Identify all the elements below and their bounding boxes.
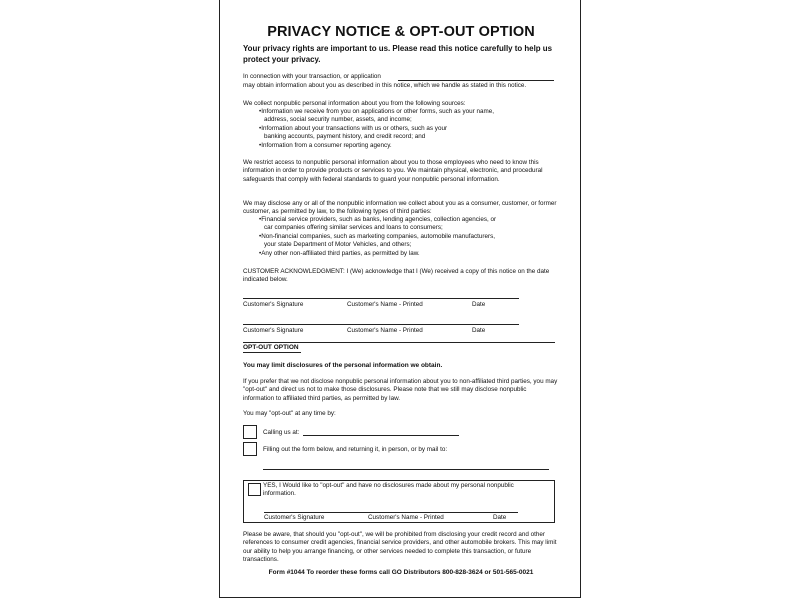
optout-yes-text: YES, I Would like to "opt-out" and have no disclosures made about my personal nonpublic information. <box>263 482 514 498</box>
list-item: your state Department of Motor Vehicles, and others; <box>264 241 412 249</box>
optout-heading: OPT-OUT OPTION <box>243 344 299 351</box>
date-caption: Date <box>472 327 486 334</box>
phone-blank-line[interactable] <box>303 435 459 436</box>
date-caption: Date <box>472 301 486 308</box>
disclose-heading: We may disclose any or all of the nonpublic information we collect about you as a consumer, customer, or former customer, as permitted by law, to the following types of third parties: <box>243 200 557 216</box>
date-caption: Date <box>493 514 507 521</box>
name-caption: Customer's Name - Printed <box>368 514 444 521</box>
disclose-list <box>243 216 578 258</box>
form-checkbox[interactable] <box>243 442 257 456</box>
optout-signature-line[interactable] <box>264 512 518 513</box>
restrict-paragraph: We restrict access to nonpublic personal information about you to those employees who need to know this information in order to provide products or services to you. We maintain physical, electronic, and procedural safeguards that comply with federal standards to guard your nonpublic personal information. <box>243 159 543 183</box>
document-page <box>219 0 581 598</box>
customer-acknowledgment: CUSTOMER ACKNOWLEDGMENT: I (We) acknowledge that I (We) received a copy of this notice on the date indicated below. <box>243 268 550 284</box>
form-option-label: Filling out the form below, and returning it, in person, or by mail to: <box>263 446 448 453</box>
signature-caption: Customer's Signature <box>243 301 304 308</box>
optout-anytime: You may "opt-out" at any time by: <box>243 410 336 417</box>
list-item: •Information from a consumer reporting agency. <box>259 141 392 149</box>
mail-address-line[interactable] <box>263 469 549 470</box>
call-checkbox[interactable] <box>243 425 257 439</box>
document-title: PRIVACY NOTICE & OPT-OUT OPTION <box>267 24 535 40</box>
signature-caption: Customer's Signature <box>243 327 304 334</box>
signature-caption: Customer's Signature <box>264 514 325 521</box>
intro-line-1: In connection with your transaction, or application <box>243 73 381 80</box>
signature-line-1[interactable] <box>243 298 519 299</box>
signature-line-2[interactable] <box>243 324 519 325</box>
list-item: address, social security number, assets, and income; <box>264 116 412 124</box>
optout-form-box <box>243 480 555 523</box>
call-option-label: Calling us at: <box>263 429 300 436</box>
list-item: •Information about your transactions with us or others, such as your <box>259 124 448 132</box>
form-footer: Form #1044 To reorder these forms call GO Distributors 800-828-3624 or 501-565-0021 <box>268 569 534 576</box>
aware-paragraph: Please be aware, that should you "opt-out", we will be prohibited from disclosing your credit record and other references to consumer credit agencies, financial service providers, and other automobile brokers. This may limit our ability to help you arrange financing, or other services needed to complete this transaction, or future transactions. <box>243 531 557 564</box>
optout-heading-underline <box>243 352 301 353</box>
collect-list <box>243 108 578 150</box>
name-caption: Customer's Name - Printed <box>347 327 423 334</box>
list-item: banking accounts, payment history, and credit record; and <box>264 133 426 141</box>
optout-yes-checkbox[interactable] <box>248 483 261 496</box>
list-item: •Information we receive from you on applications or other forms, such as your name, <box>259 108 494 115</box>
intro-line-2: may obtain information about you as described in this notice, which we handle as stated in this notice. <box>243 82 527 89</box>
list-item: car companies offering similar services and loans to consumers; <box>264 224 443 232</box>
document-subtitle: Your privacy rights are important to us. Please read this notice carefully to help us protect your privacy. <box>243 44 552 64</box>
section-divider <box>243 342 555 343</box>
collect-heading: We collect nonpublic personal information about you from the following sources: <box>243 100 466 107</box>
list-item: •Any other non-affiliated third parties, as permitted by law. <box>259 249 420 257</box>
optout-paragraph: If you prefer that we not disclose nonpublic personal information about you to non-affiliated third parties, you may "opt-out" and direct us not to make those disclosures. Please note that we still may disclose nonpublic information to affiliated third parties, as permitted by law. <box>243 378 558 402</box>
list-item: •Non-financial companies, such as marketing companies, automobile manufacturers, <box>259 232 496 240</box>
application-blank-line[interactable] <box>398 80 554 81</box>
name-caption: Customer's Name - Printed <box>347 301 423 308</box>
optout-limit-text: You may limit disclosures of the personal information we obtain. <box>243 362 443 369</box>
list-item: •Financial service providers, such as banks, lending agencies, collection agencies, or <box>259 216 497 223</box>
